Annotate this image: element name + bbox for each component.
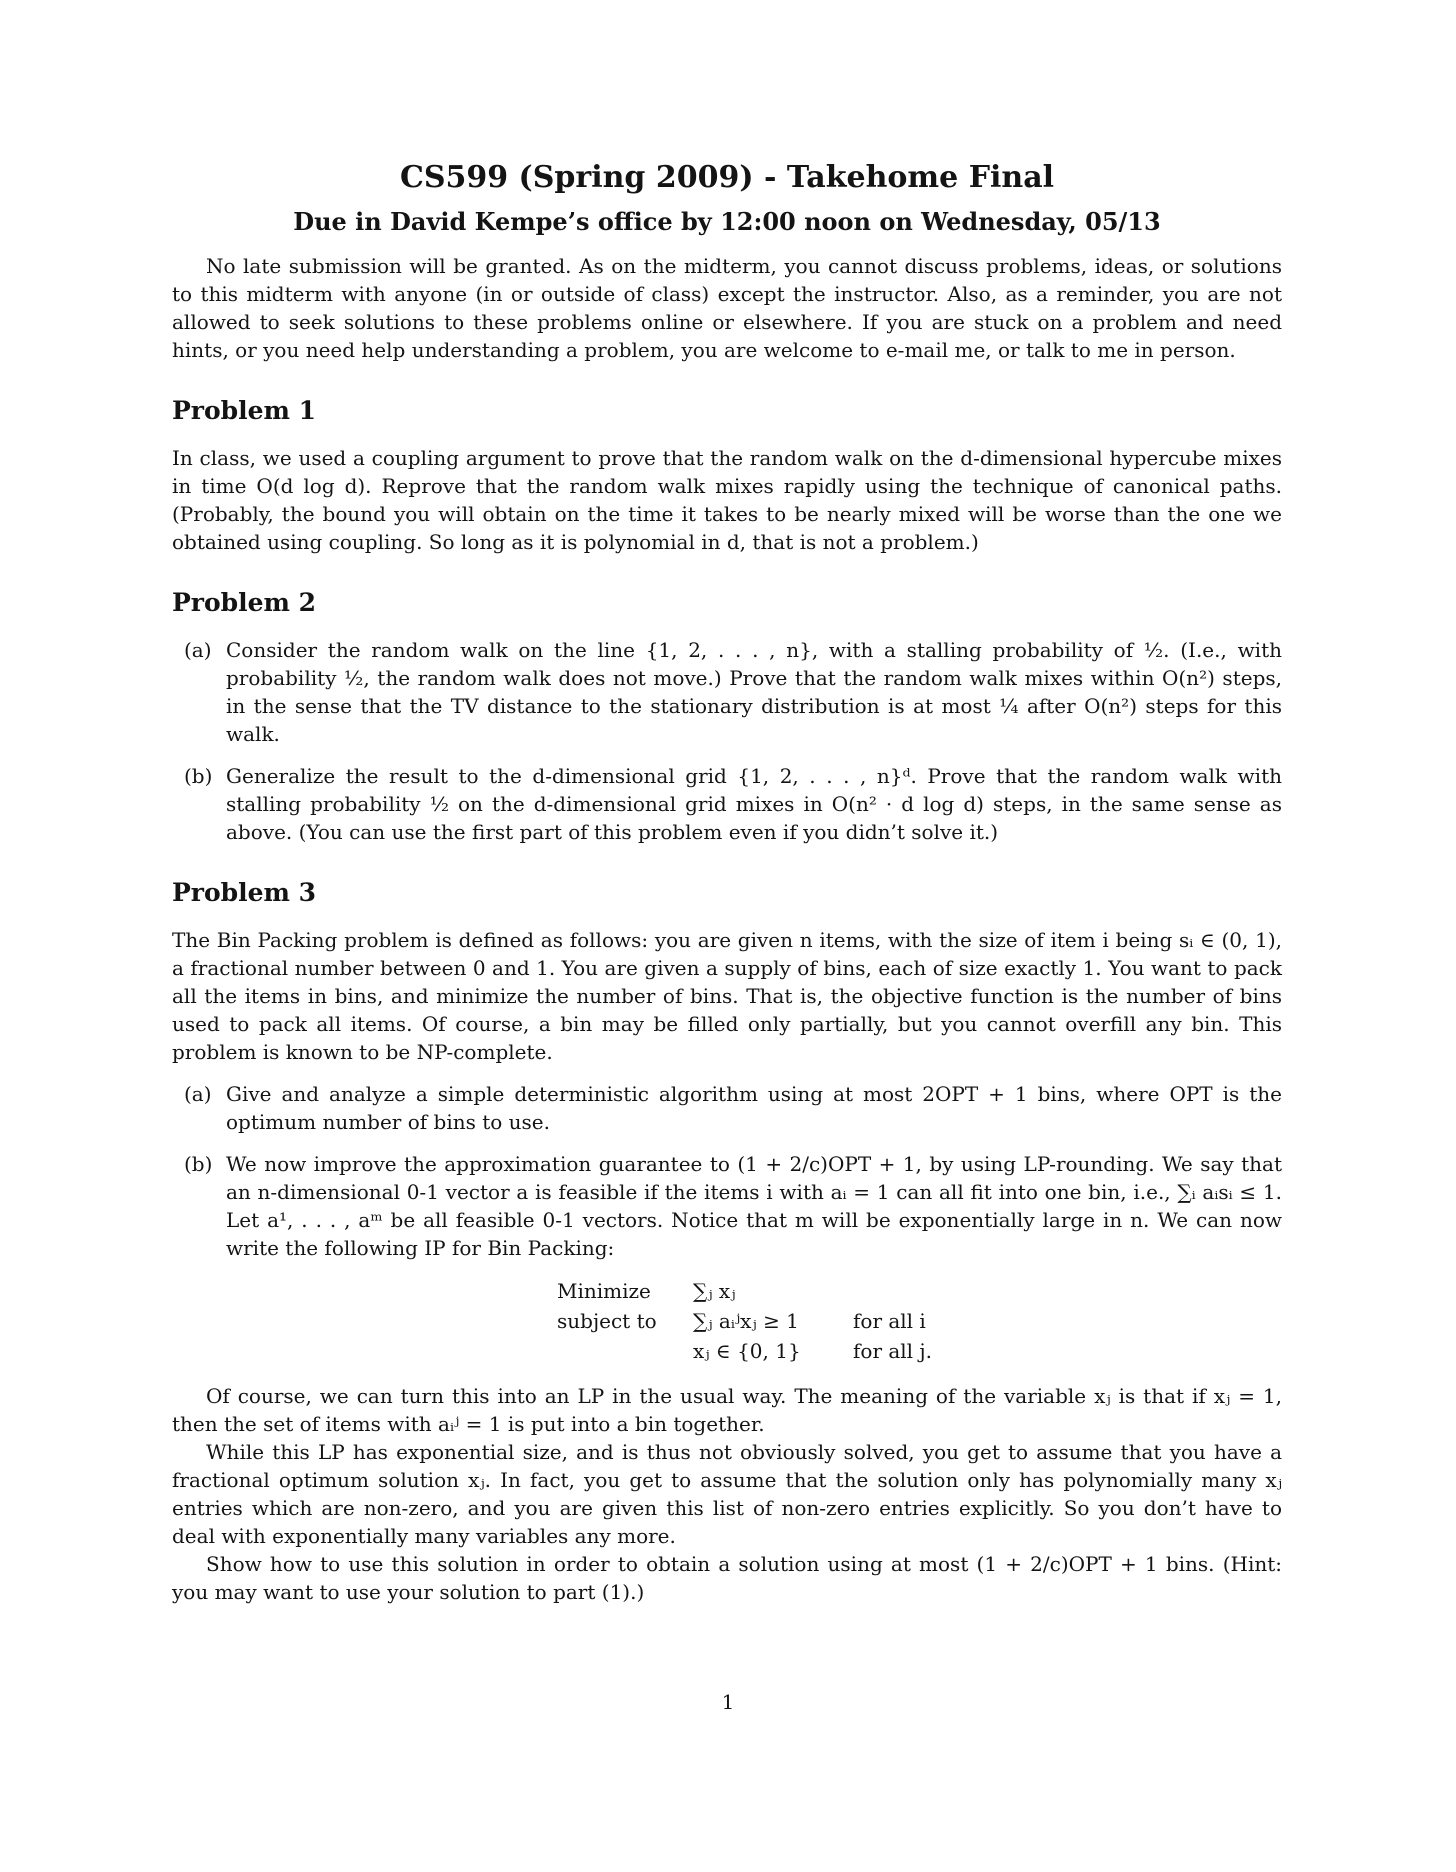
part-text: We now improve the approximation guarantee to (1 + 2/c)OPT + 1, by using LP-rounding. We say that an n-dimensional 0-1 vector a is feasible if the items i with aᵢ = 1 can all fit into one bin, i.e., ∑ᵢ aᵢsᵢ ≤ 1. Let a¹, . . . , aᵐ be all feasible 0-1 vectors. Notice that m will be exponentially large in n. We can now write the following IP for Bin Packing: [226, 1152, 1282, 1260]
part-label: (a) [184, 1082, 212, 1106]
problem-2-part-a [184, 636, 1282, 748]
ip-cell: ∑ⱼ xⱼ [693, 1279, 736, 1303]
part-label: (b) [184, 764, 213, 788]
problem-3-intro: The Bin Packing problem is defined as follows: you are given n items, with the size of item i being sᵢ ∈ (0, 1), a fractional number between 0 and 1. You are given a supply of bins, each of size exactly 1. You want to pack all the items in bins, and minimize the number of bins. That is, the objective function is the number of bins used to pack all items. Of course, a bin may be filled only partially, but you cannot overfill any bin. This problem is known to be NP-complete. [172, 928, 1282, 1064]
problem-3-paragraph-2: While this LP has exponential size, and is thus not obviously solved, you get to assume that you have a fractional optimum solution xⱼ. In fact, you get to assume that the solution only has polynomially many xⱼ entries which are non-zero, and you are given this list of non-zero entries explicitly. So you don’t have to deal with exponentially many variables any more. [172, 1440, 1282, 1548]
problem-3-heading: Problem 3 [172, 878, 317, 907]
ip-cell: subject to [557, 1309, 657, 1333]
document-page [172, 158, 1282, 1606]
problem-2-part-b [184, 762, 1282, 846]
ip-cell: ∑ⱼ aᵢʲxⱼ ≥ 1 [693, 1309, 799, 1333]
part-label: (b) [184, 1152, 213, 1176]
problem-3-part-b [184, 1150, 1282, 1262]
page-number: 1 [721, 1690, 735, 1714]
document-title: CS599 (Spring 2009) - Takehome Final [399, 160, 1055, 195]
problem-3-paragraph-1: Of course, we can turn this into an LP in the usual way. The meaning of the variable xⱼ is that if xⱼ = 1, then the set of items with aᵢʲ = 1 is put into a bin together. [172, 1384, 1282, 1436]
problem-1-heading: Problem 1 [172, 396, 317, 425]
document-subtitle: Due in David Kempe’s office by 12:00 noon on Wednesday, 05/13 [293, 207, 1161, 236]
ip-cell: xⱼ ∈ {0, 1} [693, 1339, 801, 1363]
ip-cell: for all i [853, 1309, 926, 1333]
part-text: Give and analyze a simple deterministic algorithm using at most 2OPT + 1 bins, where OPT is the optimum number of bins to use. [226, 1082, 1282, 1134]
ip-cell: Minimize [557, 1279, 651, 1303]
intro-paragraph: No late submission will be granted. As on the midterm, you cannot discuss problems, ideas, or solutions to this midterm with anyone (in or outside of class) except the instructor. Also, as a reminder, you are not allowed to seek solutions to these problems online or elsewhere. If you are stuck on a problem and need hints, or you need help understanding a problem, you are welcome to e-mail me, or talk to me in person. [172, 254, 1282, 362]
problem-2-heading: Problem 2 [172, 588, 317, 617]
part-text: Generalize the result to the d-dimensional grid {1, 2, . . . , n}ᵈ. Prove that the random walk with stalling probability ½ on the d-dimensional grid mixes in O(n² · d log d) steps, in the same sense as above. (You can use the first part of this problem even if you didn’t solve it.) [226, 764, 1282, 844]
integer-program [557, 1276, 1282, 1366]
part-text: Consider the random walk on the line {1, 2, . . . , n}, with a stalling probability of ½. (I.e., with probability ½, the random walk does not move.) Prove that the random walk mixes within O(n²) steps, in the sense that the TV distance to the stationary distribution is at most ¼ after O(n²) steps for this walk. [226, 638, 1282, 746]
ip-cell [557, 1336, 693, 1366]
problem-1-text: In class, we used a coupling argument to prove that the random walk on the d-dimensional hypercube mixes in time O(d log d). Reprove that the random walk mixes rapidly using the technique of canonical paths. (Probably, the bound you will obtain on the time it takes to be nearly mixed will be worse than the one we obtained using coupling. So long as it is polynomial in d, that is not a problem.) [172, 446, 1282, 554]
part-label: (a) [184, 638, 212, 662]
problem-3-part-a [184, 1080, 1282, 1136]
ip-cell: for all j. [853, 1339, 932, 1363]
problem-3-paragraph-3: Show how to use this solution in order to obtain a solution using at most (1 + 2/c)OPT + 1 bins. (Hint: you may want to use your solution to part (1).) [172, 1552, 1282, 1604]
ip-cell [853, 1276, 993, 1306]
